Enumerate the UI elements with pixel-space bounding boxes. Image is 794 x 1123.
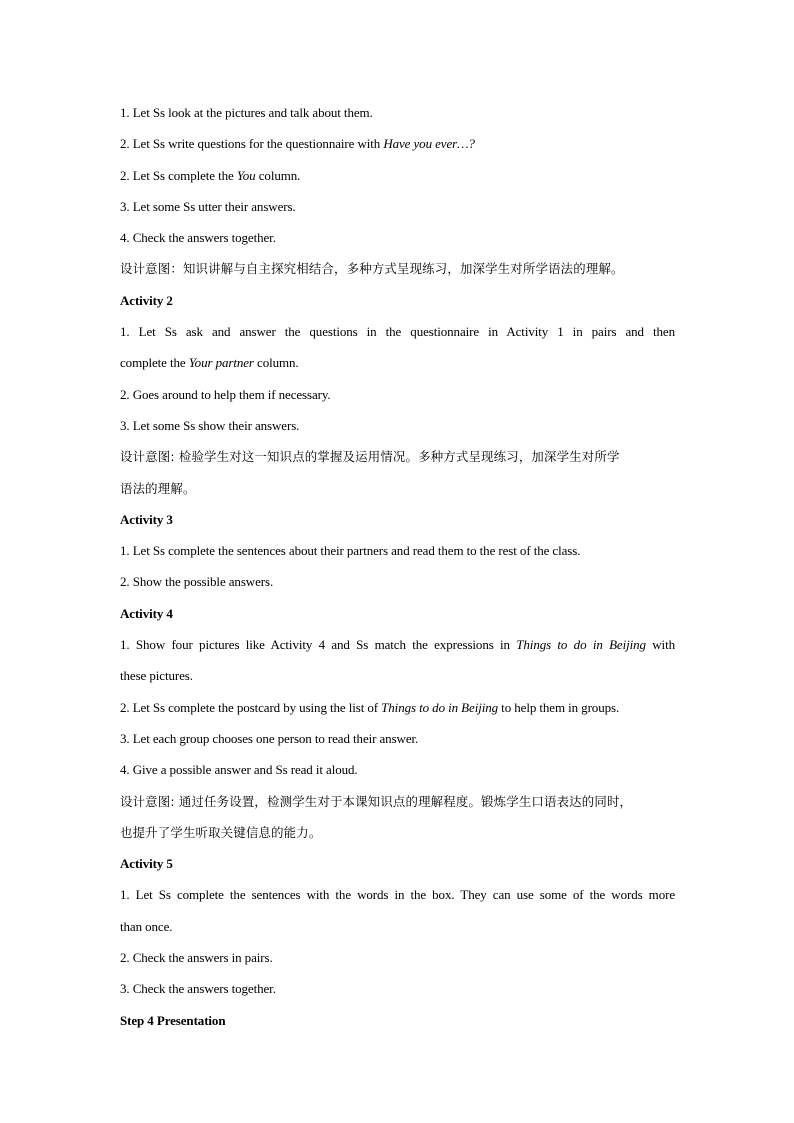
procedure-line: 2. Goes around to help them if necessary. xyxy=(120,386,331,402)
procedure-line: 3. Let some Ss utter their answers. xyxy=(120,198,296,214)
line-text: 1. Show four pictures like Activity 4 and Ss match the expressions in xyxy=(120,637,517,653)
line-text: to help them in groups. xyxy=(498,699,620,715)
design-intent-note: 设计意图: 检验学生对这一知识点的掌握及运用情况。多种方式呈现练习，加深学生对所学 xyxy=(120,449,620,465)
procedure-line: 4. Check the answers together. xyxy=(120,230,276,246)
line-text: with xyxy=(645,637,675,653)
line-text: 2. Let Ss complete the postcard by using the list of xyxy=(120,699,382,715)
procedure-line: 2. Check the answers in pairs. xyxy=(120,950,273,966)
procedure-line: 3. Let some Ss show their answers. xyxy=(120,417,300,433)
procedure-line xyxy=(120,629,675,660)
document-page xyxy=(120,97,675,1036)
procedure-line: 1. Let Ss look at the pictures and talk about them. xyxy=(120,105,373,120)
procedure-line: 2. Show the possible answers. xyxy=(120,574,274,590)
italic-phrase: Things to do in Beijing xyxy=(516,637,646,653)
step-heading: Step 4 Presentation xyxy=(120,1012,226,1028)
design-intent-note: 语法的理解。 xyxy=(120,480,196,496)
procedure-line: 4. Give a possible answer and Ss read it aloud. xyxy=(120,762,358,778)
design-intent-note: 设计意图：知识讲解与自主探究相结合，多种方式呈现练习，加深学生对所学语法的理解。 xyxy=(120,261,624,277)
activity-heading: Activity 4 xyxy=(120,605,173,621)
procedure-line: than once. xyxy=(120,918,173,934)
line-text: 2. Let Ss write questions for the questionnaire with xyxy=(120,136,384,152)
italic-phrase: You xyxy=(236,167,256,183)
italic-phrase: Have you ever…? xyxy=(383,136,475,152)
design-intent-note: 也提升了学生听取关键信息的能力。 xyxy=(120,824,322,840)
activity-heading: Activity 2 xyxy=(120,292,173,308)
procedure-line: 1. Let Ss complete the sentences with the words in the box. They can use some of the words more xyxy=(120,887,675,903)
procedure-line: 3. Let each group chooses one person to read their answer. xyxy=(120,730,419,746)
line-text: column. xyxy=(253,355,299,371)
procedure-line xyxy=(120,692,675,723)
italic-phrase: Your partner xyxy=(188,355,254,371)
procedure-line: 3. Check the answers together. xyxy=(120,981,276,997)
procedure-line xyxy=(120,347,675,378)
procedure-line: 1. Let Ss complete the sentences about their partners and read them to the rest of the class. xyxy=(120,543,581,559)
procedure-line xyxy=(120,128,675,159)
activity-heading: Activity 5 xyxy=(120,856,173,872)
procedure-line: 1. Let Ss ask and answer the questions in the questionnaire in Activity 1 in pairs and then xyxy=(120,324,675,340)
line-text: 2. Let Ss complete the xyxy=(120,167,237,183)
procedure-line xyxy=(120,160,675,191)
line-text: complete the xyxy=(120,355,189,371)
procedure-line: these pictures. xyxy=(120,668,193,684)
line-text: column. xyxy=(255,167,301,183)
italic-phrase: Things to do in Beijing xyxy=(381,699,499,715)
activity-heading: Activity 3 xyxy=(120,511,173,527)
design-intent-note: 设计意图: 通过任务设置，检测学生对于本课知识点的理解程度。锻炼学生口语表达的同时， xyxy=(120,793,633,809)
